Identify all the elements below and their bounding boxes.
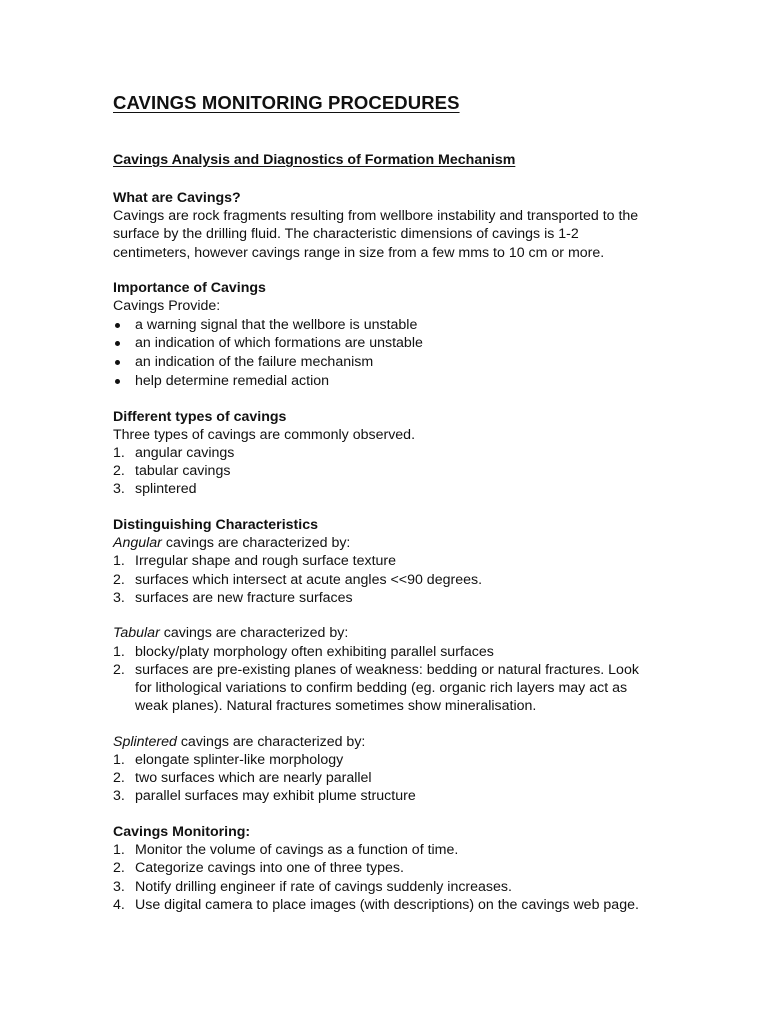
list-item-text: Use digital camera to place images (with descriptions) on the cavings web page. xyxy=(135,896,639,913)
list-item-text: help determine remedial action xyxy=(135,373,330,389)
list-item xyxy=(113,896,658,914)
list-item xyxy=(113,372,658,390)
list-item xyxy=(113,552,658,570)
section-heading: Distinguishing Characteristics xyxy=(113,517,318,533)
section-heading: Cavings Monitoring: xyxy=(113,824,251,841)
list-item-text: surfaces are new fracture surfaces xyxy=(135,589,353,606)
paragraph: Cavings are rock fragments resulting from wellbore instability and transported to the surface by the drilling fluid. The characteristic dimensions of cavings is 1-2 centimeters, however cavings range in size from a few mms to 10 cm or more. xyxy=(113,208,639,261)
list-item xyxy=(113,571,658,589)
bullet-icon xyxy=(115,323,120,328)
list-item xyxy=(113,589,658,607)
section-tabular-characteristics xyxy=(113,624,658,715)
list-item xyxy=(113,841,658,859)
numbered-list xyxy=(113,552,658,607)
list-item-text: Monitor the volume of cavings as a function of time. xyxy=(135,842,459,859)
list-item xyxy=(113,859,658,877)
list-item-text: angular cavings xyxy=(135,445,235,461)
section-types-of-cavings xyxy=(113,408,658,499)
numbered-list xyxy=(113,751,658,806)
list-item xyxy=(113,316,658,334)
list-number: 3. xyxy=(113,788,125,805)
list-number: 4. xyxy=(113,896,125,913)
list-number: 3. xyxy=(113,878,125,895)
list-item xyxy=(113,661,658,716)
list-item xyxy=(113,769,658,787)
list-item-text: Categorize cavings into one of three types. xyxy=(135,860,404,877)
list-item xyxy=(113,751,658,769)
list-item xyxy=(113,878,658,896)
section-splintered-characteristics xyxy=(113,733,658,806)
list-item-text: tabular cavings xyxy=(135,463,231,480)
bullet-list xyxy=(113,316,658,391)
numbered-list xyxy=(113,643,658,716)
list-item-text: Notify drilling engineer if rate of cavings suddenly increases. xyxy=(135,878,512,895)
bullet-icon xyxy=(115,341,120,346)
list-intro: Three types of cavings are commonly observed. xyxy=(113,426,416,443)
list-number: 2. xyxy=(113,860,125,877)
list-item xyxy=(113,444,658,462)
list-number: 1. xyxy=(113,445,125,461)
list-item-text: Irregular shape and rough surface texture xyxy=(135,553,397,570)
term-splintered: Splintered xyxy=(113,733,177,750)
numbered-list xyxy=(113,841,658,914)
bullet-icon xyxy=(115,379,120,384)
list-intro-text: cavings are characterized by: xyxy=(159,625,349,642)
list-item-text: a warning signal that the wellbore is unstable xyxy=(135,316,418,333)
list-item xyxy=(113,353,658,371)
term-tabular: Tabular xyxy=(113,625,160,642)
list-number: 2. xyxy=(113,463,125,480)
document-body xyxy=(113,189,658,931)
bullet-icon xyxy=(115,360,120,365)
list-item-text: surfaces which intersect at acute angles <<90 degrees. xyxy=(135,571,483,588)
section-importance-of-cavings xyxy=(113,279,658,390)
list-number: 3. xyxy=(113,481,125,498)
section-heading: Different types of cavings xyxy=(113,408,287,425)
list-item-text: elongate splinter-like morphology xyxy=(135,752,344,769)
list-item-text: surfaces are pre-existing planes of weakness: bedding or natural fractures. Look for lithological variations to confirm bedding (eg. organic rich layers may act as weak planes). Natural fractures sometimes show mineralisation. xyxy=(135,661,639,715)
list-item-text: blocky/platy morphology often exhibiting parallel surfaces xyxy=(135,643,494,660)
section-cavings-monitoring xyxy=(113,823,658,914)
list-intro xyxy=(113,534,658,552)
list-intro xyxy=(113,733,658,751)
section-distinguishing-characteristics xyxy=(113,516,658,607)
document-title: CAVINGS MONITORING PROCEDURES xyxy=(113,92,460,113)
list-number: 2. xyxy=(113,571,125,588)
list-number: 1. xyxy=(113,553,125,570)
list-item xyxy=(113,334,658,352)
list-item-text: parallel surfaces may exhibit plume structure xyxy=(135,788,416,805)
list-item xyxy=(113,462,658,480)
list-number: 1. xyxy=(113,643,125,660)
term-angular: Angular xyxy=(113,535,162,552)
list-number: 3. xyxy=(113,589,125,606)
list-item-text: an indication of which formations are unstable xyxy=(135,335,423,352)
numbered-list xyxy=(113,444,658,499)
list-number: 2. xyxy=(113,770,125,787)
list-number: 1. xyxy=(113,752,125,769)
list-item xyxy=(113,480,658,498)
list-number: 1. xyxy=(113,842,125,859)
list-intro: Cavings Provide: xyxy=(113,298,221,315)
list-item xyxy=(113,787,658,805)
section-heading: What are Cavings? xyxy=(113,190,241,206)
list-intro-text: cavings are characterized by: xyxy=(176,733,366,750)
section-what-are-cavings xyxy=(113,189,658,262)
list-item-text: splintered xyxy=(135,481,197,498)
list-intro xyxy=(113,624,658,642)
list-number: 2. xyxy=(113,661,125,678)
section-heading: Importance of Cavings xyxy=(113,280,266,297)
list-intro-text: cavings are characterized by: xyxy=(161,535,351,552)
list-item-text: an indication of the failure mechanism xyxy=(135,354,374,371)
document-subtitle: Cavings Analysis and Diagnostics of Formation Mechanism xyxy=(113,152,516,168)
list-item-text: two surfaces which are nearly parallel xyxy=(135,770,372,787)
list-item xyxy=(113,643,658,661)
